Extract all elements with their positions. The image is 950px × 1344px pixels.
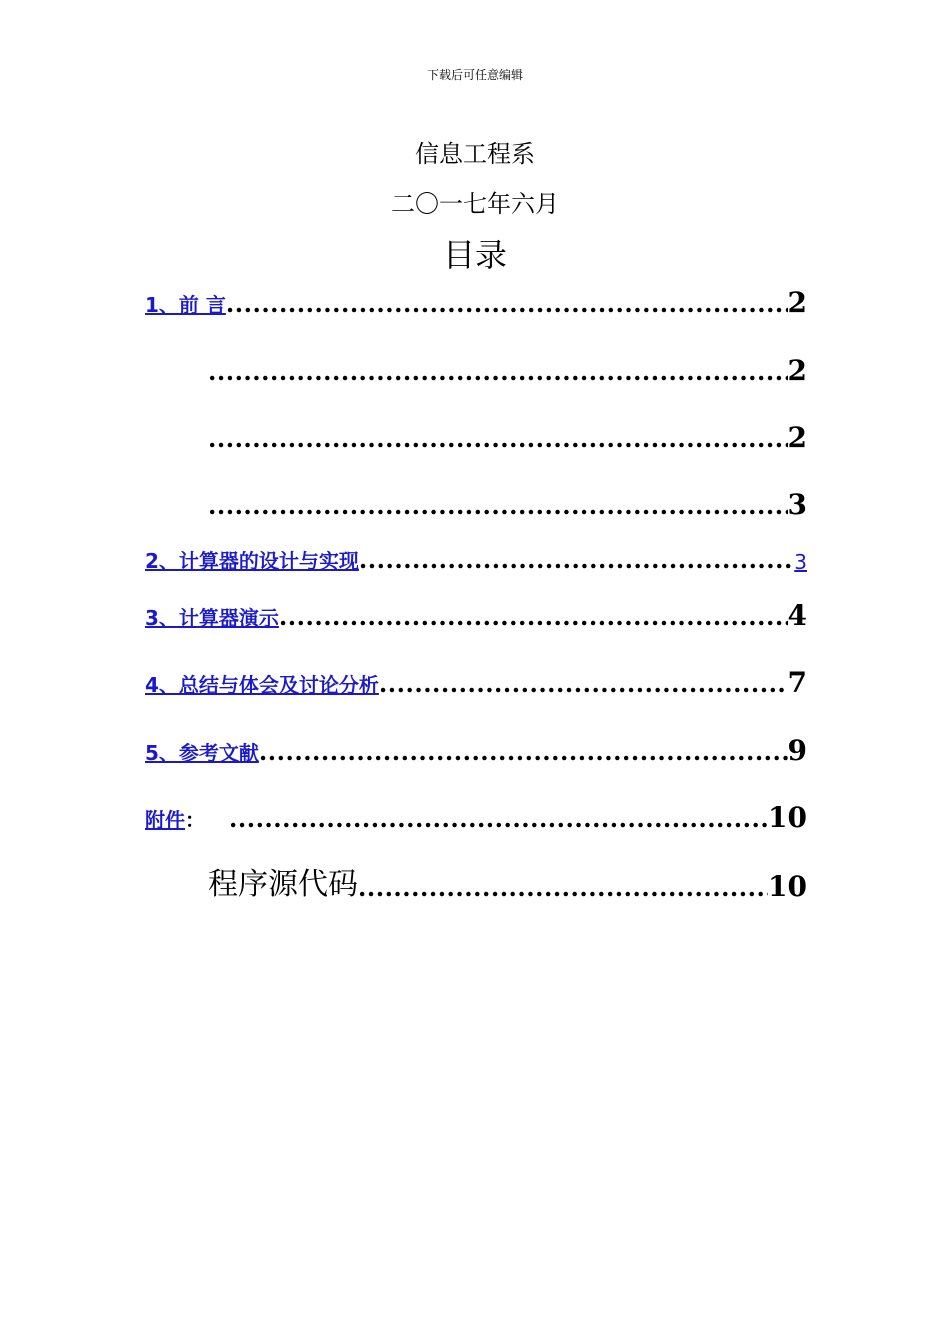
toc-entry-design[interactable] xyxy=(145,538,807,574)
toc-page-number: 7 xyxy=(787,666,807,698)
toc-entry-demo[interactable] xyxy=(145,595,807,631)
toc-link-appendix[interactable]: 附件 xyxy=(145,808,185,832)
toc-page-number: 10 xyxy=(768,870,807,902)
toc-entry-source-code[interactable] xyxy=(208,862,807,902)
toc-page-link[interactable]: 3 xyxy=(794,550,807,574)
toc-leader xyxy=(358,874,768,902)
toc-leader xyxy=(379,670,788,698)
document-date: 二〇一七年六月 xyxy=(391,190,559,218)
toc-page-number: 9 xyxy=(787,734,807,766)
toc-link-references[interactable]: 5、参考文献 xyxy=(145,741,259,765)
toc-page-number: 4 xyxy=(787,599,807,631)
toc-entry-preface[interactable] xyxy=(145,282,807,318)
toc-link-demo[interactable]: 3、计算器演示 xyxy=(145,606,279,630)
toc-leader xyxy=(208,492,788,520)
toc-leader xyxy=(229,805,768,833)
toc-link-summary[interactable]: 4、总结与体会及讨论分析 xyxy=(145,673,379,697)
toc-title: 目录 xyxy=(442,236,507,274)
toc-label-source-code: 程序源代码 xyxy=(208,867,358,902)
toc-entry-summary[interactable] xyxy=(145,662,807,698)
toc-entry-sub-1[interactable] xyxy=(208,350,807,386)
toc-leader xyxy=(208,358,788,386)
toc-leader xyxy=(359,546,794,574)
toc-link-preface[interactable]: 1、前 言 xyxy=(145,293,226,317)
toc-leader xyxy=(259,738,788,766)
toc-page-number: 2 xyxy=(787,421,807,453)
toc-entry-sub-2[interactable] xyxy=(208,417,807,453)
toc-page-number: 10 xyxy=(768,801,807,833)
page-header-note: 下载后可任意编辑 xyxy=(426,68,523,82)
toc-entry-sub-3[interactable] xyxy=(208,484,807,520)
toc-leader xyxy=(226,290,788,318)
department-name: 信息工程系 xyxy=(415,140,535,168)
toc-page-number: 2 xyxy=(787,354,807,386)
toc-entry-references[interactable] xyxy=(145,730,807,766)
toc-page-number: 3 xyxy=(787,488,807,520)
toc-page-number: 2 xyxy=(787,286,807,318)
toc-link-design[interactable]: 2、计算器的设计与实现 xyxy=(145,549,359,573)
toc-leader xyxy=(208,425,788,453)
toc-entry-appendix[interactable] xyxy=(145,797,807,833)
toc-colon: ： xyxy=(185,808,205,832)
toc-leader xyxy=(279,603,788,631)
